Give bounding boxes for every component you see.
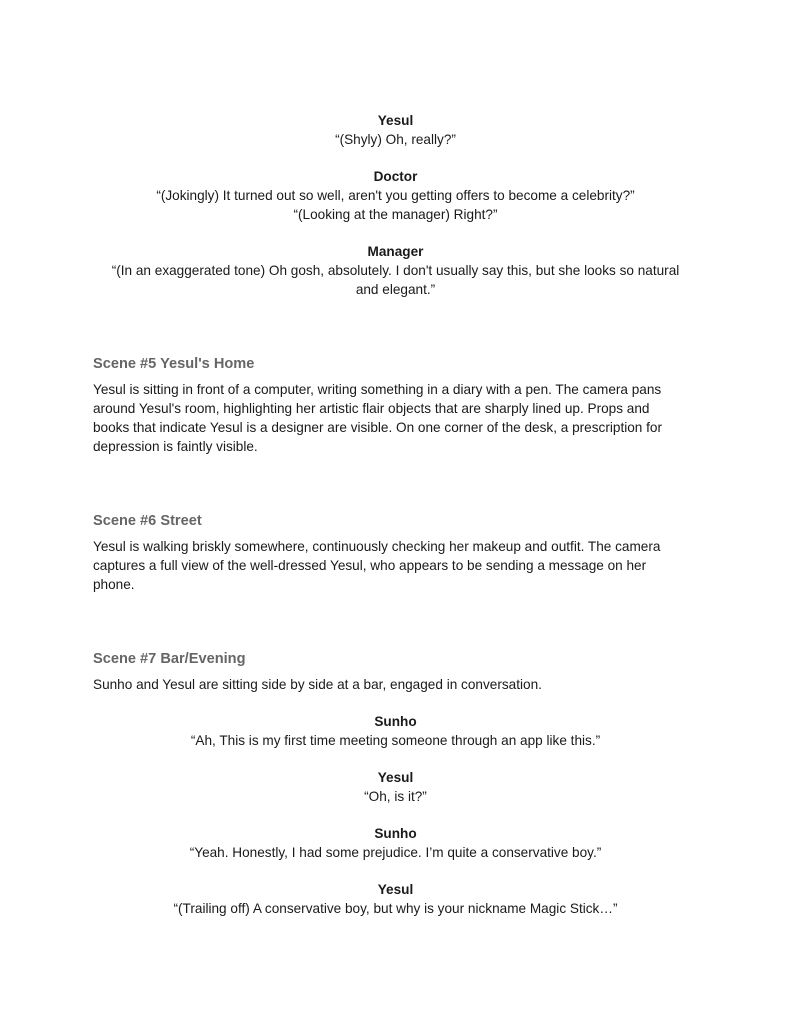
scene-heading: Scene #6 Street xyxy=(93,513,202,529)
action-line: books that indicate Yesul is a designer are visible. On one corner of the desk, a prescription for xyxy=(93,420,662,435)
dialogue-block xyxy=(60,167,731,224)
dialogue-block xyxy=(60,242,731,299)
speaker-name: Yesul xyxy=(377,882,414,897)
dialogue-line: “(Shyly) Oh, really?” xyxy=(335,132,456,147)
action-line: captures a full view of the well-dressed Yesul, who appears to be sending a message on her xyxy=(93,558,647,573)
dialogue-block xyxy=(60,111,731,149)
dialogue-line: “Yeah. Honestly, I had some prejudice. I’m quite a conservative boy.” xyxy=(189,845,602,860)
speaker-name: Yesul xyxy=(377,113,414,128)
action-line: phone. xyxy=(93,577,135,592)
scene-heading: Scene #5 Yesul's Home xyxy=(93,356,255,372)
speaker-name: Manager xyxy=(367,244,424,259)
scene-heading: Scene #7 Bar/Evening xyxy=(93,651,246,667)
dialogue-block xyxy=(60,880,731,918)
dialogue-line: “Ah, This is my first time meeting someone through an app like this.” xyxy=(190,733,601,748)
action-line: Yesul is walking briskly somewhere, continuously checking her makeup and outfit. The camera xyxy=(93,539,661,554)
dialogue-block xyxy=(60,712,731,750)
action-line: Sunho and Yesul are sitting side by side at a bar, engaged in conversation. xyxy=(93,677,542,692)
dialogue-block xyxy=(60,824,731,862)
speaker-name: Doctor xyxy=(373,169,418,184)
action-paragraph xyxy=(93,537,698,594)
speaker-name: Yesul xyxy=(377,770,414,785)
dialogue-line: “(Trailing off) A conservative boy, but why is your nickname Magic Stick…” xyxy=(173,901,618,916)
action-line: depression is faintly visible. xyxy=(93,439,258,454)
speaker-name: Sunho xyxy=(374,826,417,841)
dialogue-block xyxy=(60,768,731,806)
dialogue-line: “Oh, is it?” xyxy=(364,789,427,804)
dialogue-line: “(Jokingly) It turned out so well, aren't you getting offers to become a celebrity?” xyxy=(156,188,635,203)
action-paragraph xyxy=(93,675,698,694)
action-line: around Yesul's room, highlighting her artistic flair objects that are sharply lined up. Props and xyxy=(93,401,650,416)
action-paragraph xyxy=(93,380,698,456)
dialogue-line: “(Looking at the manager) Right?” xyxy=(293,207,498,222)
dialogue-line: and elegant.” xyxy=(355,282,436,297)
dialogue-line: “(In an exaggerated tone) Oh gosh, absolutely. I don't usually say this, but she looks so natural xyxy=(111,263,680,278)
speaker-name: Sunho xyxy=(374,714,417,729)
action-line: Yesul is sitting in front of a computer, writing something in a diary with a pen. The camera pans xyxy=(93,382,662,397)
